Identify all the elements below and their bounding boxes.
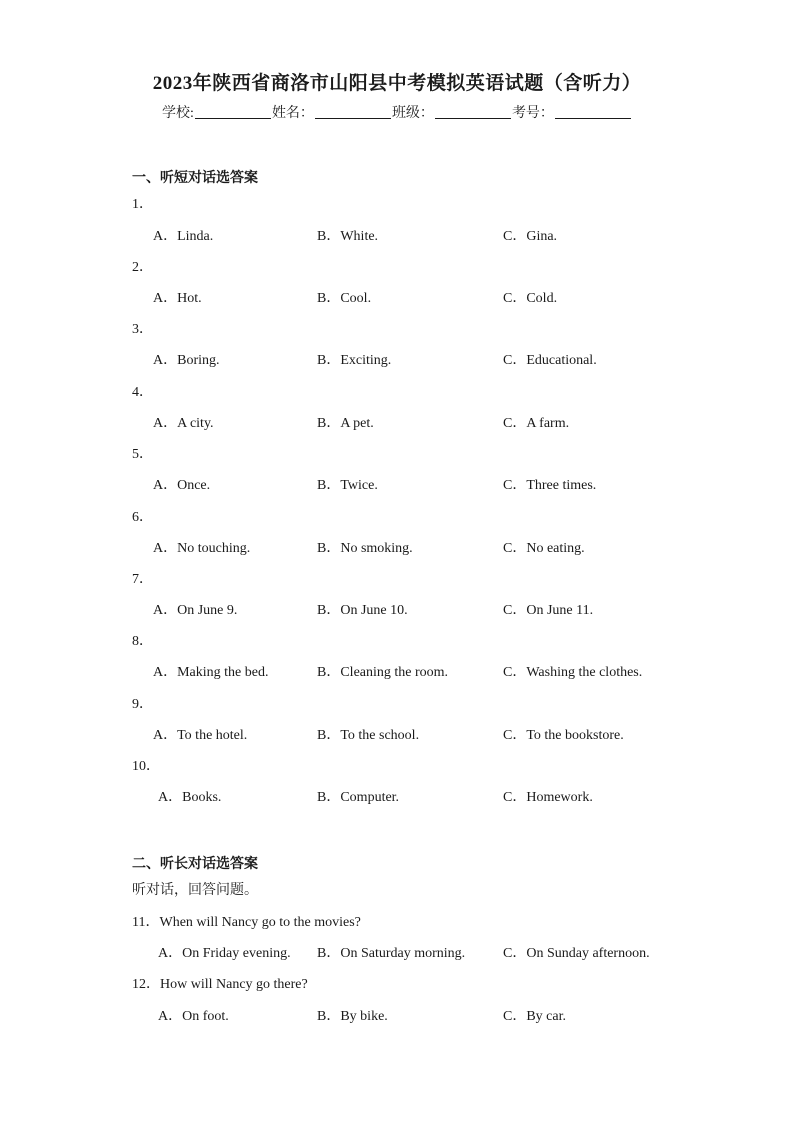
option-c[interactable]: C．Homework. [503, 790, 593, 805]
question-text: 12．How will Nancy go there? [132, 977, 308, 992]
question-number: 3． [132, 322, 153, 337]
option-a[interactable]: A．Hot. [153, 291, 202, 306]
option-c[interactable]: C．By car. [503, 1009, 566, 1024]
question-text: 11．When will Nancy go to the movies? [132, 915, 361, 930]
number-blank[interactable] [555, 104, 631, 119]
option-a[interactable]: A．A city. [153, 416, 214, 431]
section2-heading: 二、听长对话选答案 [132, 856, 258, 872]
question-number: 6． [132, 510, 153, 525]
option-b[interactable]: B．No smoking. [317, 541, 413, 556]
name-label: 姓名： [271, 106, 314, 121]
option-a[interactable]: A．Boring. [153, 353, 220, 368]
option-c[interactable]: C．Educational. [503, 353, 597, 368]
option-b[interactable]: B．Exciting. [317, 353, 392, 368]
question-number: 9． [132, 697, 153, 712]
option-b[interactable]: B．On June 10. [317, 603, 408, 618]
question-number: 1． [132, 197, 153, 212]
option-a[interactable]: A．Books. [158, 790, 222, 805]
name-blank[interactable] [315, 104, 391, 119]
option-c[interactable]: C．Gina. [503, 229, 558, 244]
option-c[interactable]: C．On Sunday afternoon. [503, 946, 650, 961]
option-a[interactable]: A．On foot. [158, 1009, 229, 1024]
question-number: 4． [132, 385, 153, 400]
option-c[interactable]: C．No eating. [503, 541, 585, 556]
option-b[interactable]: B．To the school. [317, 728, 420, 743]
section2-instruction: 听对话，回答问题。 [132, 883, 258, 898]
class-label: 班级： [391, 106, 434, 121]
option-b[interactable]: B．By bike. [317, 1009, 388, 1024]
option-c[interactable]: C．Three times. [503, 478, 597, 493]
option-b[interactable]: B．Computer. [317, 790, 400, 805]
option-c[interactable]: C．On June 11. [503, 603, 594, 618]
option-c[interactable]: C．Washing the clothes. [503, 665, 643, 680]
option-a[interactable]: A．Once. [153, 478, 211, 493]
question-number: 5． [132, 447, 153, 462]
option-b[interactable]: B．On Saturday morning. [317, 946, 466, 961]
option-a[interactable]: A．To the hotel. [153, 728, 248, 743]
question-number: 10． [132, 759, 160, 774]
option-c[interactable]: C．A farm. [503, 416, 570, 431]
option-a[interactable]: A．Making the bed. [153, 665, 269, 680]
option-b[interactable]: B．Cleaning the room. [317, 665, 449, 680]
option-c[interactable]: C．Cold. [503, 291, 558, 306]
option-a[interactable]: A．Linda. [153, 229, 214, 244]
school-blank[interactable] [195, 104, 271, 119]
option-b[interactable]: B．Twice. [317, 478, 378, 493]
number-label: 考号： [511, 106, 554, 121]
option-c[interactable]: C．To the bookstore. [503, 728, 624, 743]
section1-heading: 一、听短对话选答案 [132, 170, 258, 186]
question-number: 7． [132, 572, 153, 587]
page-title: 2023年陕西省商洛市山阳县中考模拟英语试题（含听力） [152, 73, 642, 94]
option-b[interactable]: B．Cool. [317, 291, 372, 306]
option-a[interactable]: A．On Friday evening. [158, 946, 291, 961]
question-number: 8． [132, 634, 153, 649]
option-a[interactable]: A．On June 9. [153, 603, 238, 618]
class-blank[interactable] [435, 104, 511, 119]
student-info-line [0, 102, 794, 122]
school-label: 学校: [162, 106, 194, 121]
question-number: 2． [132, 260, 153, 275]
option-a[interactable]: A．No touching. [153, 541, 251, 556]
option-b[interactable]: B．White. [317, 229, 379, 244]
option-b[interactable]: B．A pet. [317, 416, 374, 431]
